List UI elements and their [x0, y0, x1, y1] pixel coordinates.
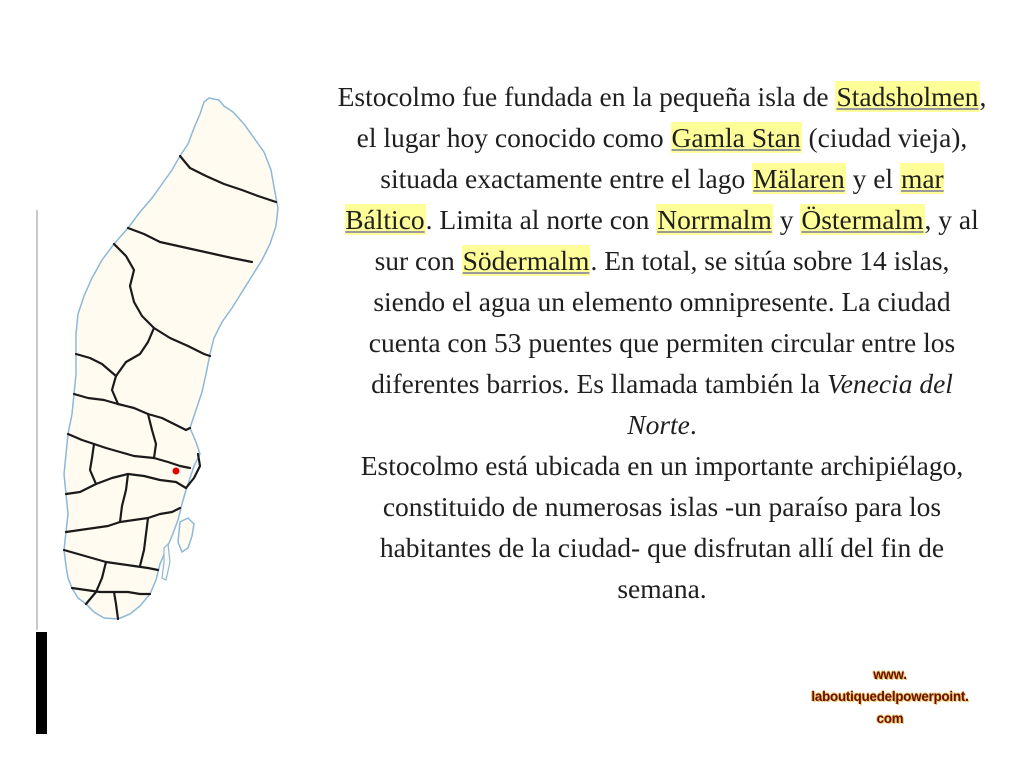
italic-text: Venecia del Norte	[627, 368, 953, 440]
text-span: y el	[845, 163, 900, 194]
text-span: y	[772, 204, 801, 235]
paragraph-1	[336, 76, 988, 445]
decorative-rule-thick	[36, 632, 47, 734]
link-gamla-stan[interactable]: Gamla Stan	[671, 122, 801, 153]
link-norrmalm[interactable]: Norrmalm	[657, 204, 772, 235]
text-span: .	[689, 409, 697, 440]
link-ostermalm[interactable]: Östermalm	[801, 204, 924, 235]
sweden-map	[30, 92, 290, 640]
text-span: , el lugar hoy conocido como	[356, 81, 987, 153]
text-span: (ciudad vieja), situada exactamente entre el lago	[380, 122, 968, 194]
watermark-line-1: www.	[873, 666, 907, 682]
text-span: , y al sur con	[374, 204, 979, 276]
watermark-line-3: com	[876, 710, 904, 726]
main-text	[336, 76, 988, 609]
text-span: . Limita al norte con	[425, 204, 657, 235]
stockholm-marker	[173, 468, 180, 475]
paragraph-2: Estocolmo está ubicada en un importante archipiélago, constituido de numerosas islas -un paraíso para los habitantes de la ciudad- que disfrutan allí del fin de semana.	[360, 450, 964, 604]
text-span: Estocolmo fue fundada en la pequeña isla de	[337, 81, 836, 112]
link-stadsholmen[interactable]: Stadsholmen	[836, 81, 979, 112]
watermark	[790, 663, 990, 729]
gotland-island	[178, 518, 194, 552]
watermark-line-2: laboutiquedelpowerpoint.	[811, 688, 969, 704]
link-mar-baltico[interactable]: mar Báltico	[345, 163, 944, 235]
link-malaren[interactable]: Mälaren	[753, 163, 845, 194]
link-sodermalm[interactable]: Södermalm	[462, 245, 590, 276]
text-span: . En total, se sitúa sobre 14 islas, siendo el agua un elemento omnipresente. La ciudad cuenta con 53 puentes que permiten circular entre los diferentes barrios. Es llamada también la	[368, 245, 956, 399]
sweden-outline	[64, 98, 278, 619]
